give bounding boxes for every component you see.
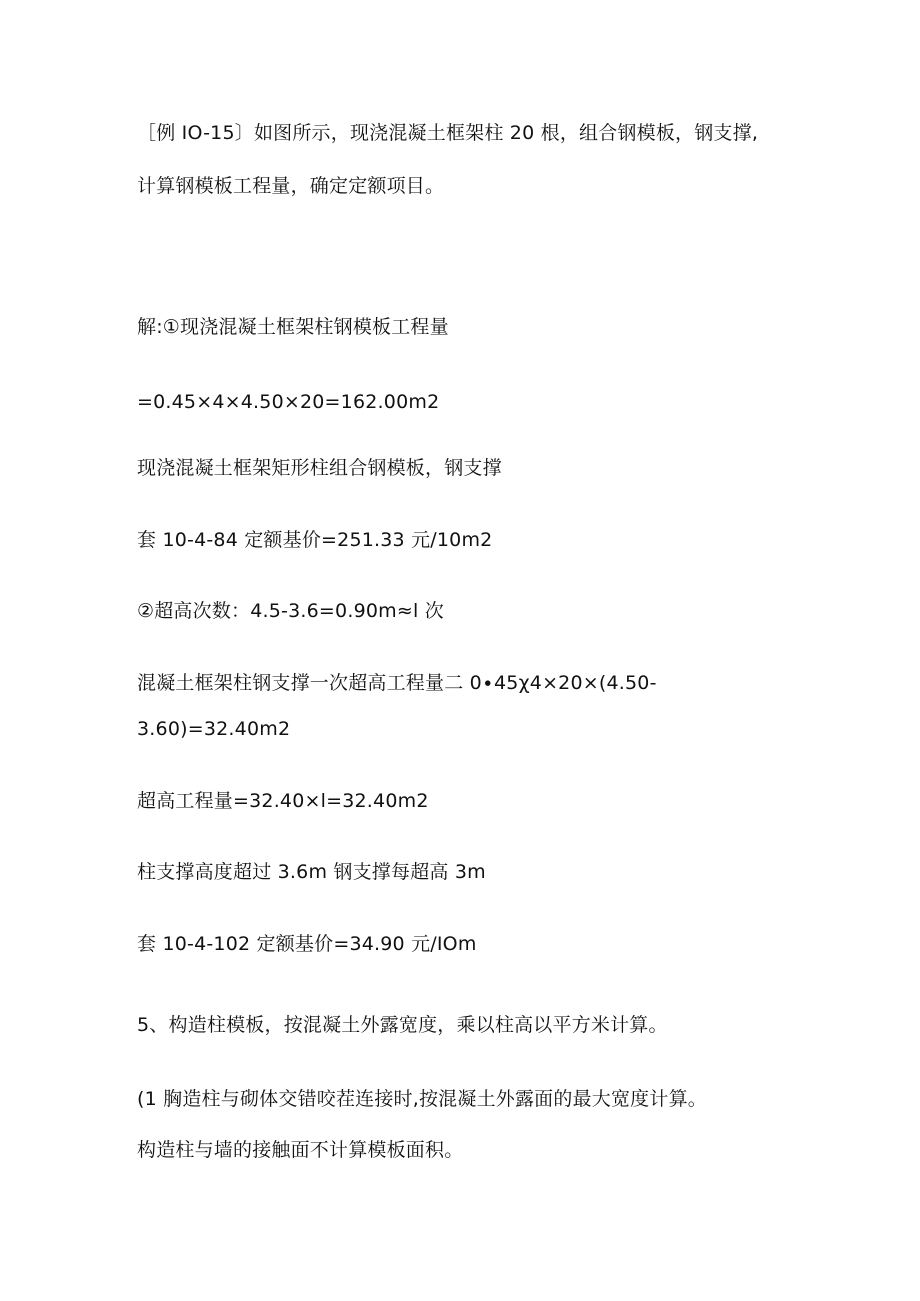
example-statement-line-1: ［例 IO-15〕如图所示，现浇混凝土框架柱 20 根，组合钢模板，钢支撑, xyxy=(137,122,759,144)
support-over-height-formula-line-1: 混凝土框架柱钢支撑一次超高工程量二 0∙45χ4×20×(4.50- xyxy=(137,672,657,694)
over-height-quantity: 超高工程量=32.40×l=32.40m2 xyxy=(137,790,429,812)
rule-5-subitem-1: (1 胸造柱与砌体交错咬茬连接时,按混凝土外露面的最大宽度计算。 xyxy=(137,1088,707,1110)
rule-5-subitem-2: 构造柱与墙的接触面不计算模板面积。 xyxy=(137,1139,464,1161)
over-height-count: ②超高次数：4.5-3.6=0.90m≈l 次 xyxy=(137,600,444,622)
quota-item-2: 套 10-4-102 定额基价=34.90 元/IOm xyxy=(137,933,477,955)
solution-title: 解:①现浇混凝土框架柱钢模板工程量 xyxy=(137,316,449,338)
formula-formwork-quantity: =0.45×4×4.50×20=162.00m2 xyxy=(137,391,440,413)
support-height-note: 柱支撑高度超过 3.6m 钢支撑每超高 3m xyxy=(137,861,486,883)
example-statement-line-2: 计算钢模板工程量，确定定额项目。 xyxy=(137,175,445,197)
formwork-description: 现浇混凝土框架矩形柱组合钢模板，钢支撑 xyxy=(137,457,502,479)
quota-item-1: 套 10-4-84 定额基价=251.33 元∕10m2 xyxy=(137,529,493,551)
rule-5-heading: 5、构造柱模板，按混凝土外露宽度，乘以柱高以平方米计算。 xyxy=(137,1014,668,1036)
support-over-height-formula-line-2: 3.60)=32.40m2 xyxy=(137,718,291,740)
